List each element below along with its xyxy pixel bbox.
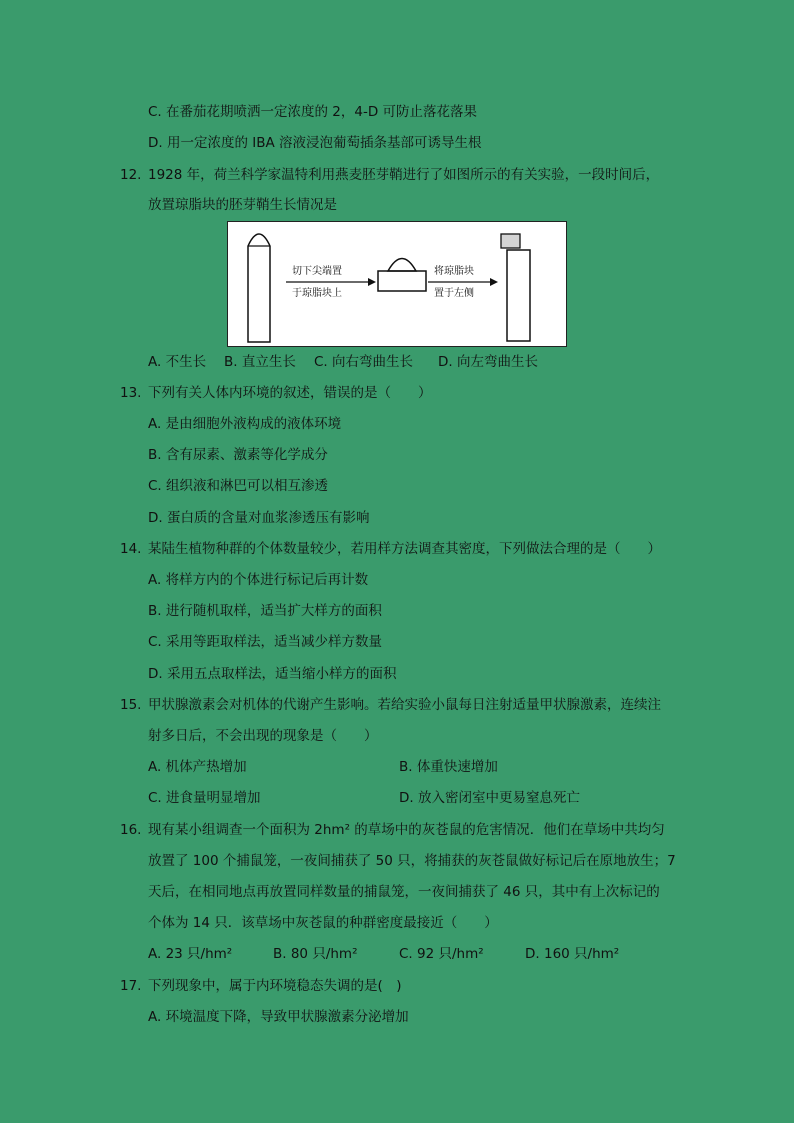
q13-option-a: A. 是由细胞外液构成的液体环境 — [148, 416, 342, 432]
q17-option-a: A. 环境温度下降，导致甲状腺激素分泌增加 — [148, 1009, 409, 1025]
q15-option-d: D. 放入密闭室中更易窒息死亡 — [399, 790, 580, 806]
q15-option-b: B. 体重快速增加 — [399, 759, 498, 775]
q12-option-c: C. 向右弯曲生长 — [314, 354, 414, 370]
agar-block — [378, 271, 426, 291]
figure-label-1b: 于琼脂块上 — [292, 288, 342, 299]
q14-option-d: D. 采用五点取样法，适当缩小样方的面积 — [148, 666, 397, 682]
figure-label-1a: 切下尖端置 — [292, 266, 342, 277]
q16-stem-line4: 个体为 14 只．该草场中灰苍鼠的种群密度最接近（ ） — [148, 915, 498, 931]
q13-number: 13. — [120, 385, 142, 401]
q12-stem-line2: 放置琼脂块的胚芽鞘生长情况是 — [148, 197, 337, 213]
q14-number: 14. — [120, 541, 142, 557]
q17-number: 17. — [120, 978, 142, 994]
q15-option-a: A. 机体产热增加 — [148, 759, 247, 775]
q11-option-d: D. 用一定浓度的 IBA 溶液浸泡葡萄插条基部可诱导生根 — [148, 135, 482, 151]
q15-number: 15. — [120, 697, 142, 713]
q12-options — [148, 353, 538, 371]
intact-coleoptile — [248, 234, 270, 342]
q16-option-d: D. 160 只/hm² — [525, 946, 620, 962]
q12-option-b: B. 直立生长 — [224, 354, 296, 370]
q16-number: 16. — [120, 822, 142, 838]
q16-stem-line3: 天后，在相同地点再放置同样数量的捕鼠笼，一夜间捕获了 46 只，其中有上次标记的 — [148, 884, 660, 900]
q13-stem: 下列有关人体内环境的叙述，错误的是（ ） — [148, 385, 432, 401]
q13-option-d: D. 蛋白质的含量对血浆渗透压有影响 — [148, 510, 370, 526]
q12-option-d: D. 向左弯曲生长 — [438, 354, 538, 370]
coleoptile-tip — [388, 259, 416, 272]
coleoptile-diagram — [228, 222, 566, 346]
q16-stem-line1: 现有某小组调查一个面积为 2hm² 的草场中的灰苍鼠的危害情况．他们在草场中共均匀 — [148, 822, 665, 838]
q14-option-a: A. 将样方内的个体进行标记后再计数 — [148, 572, 369, 588]
q12-number: 12. — [120, 167, 142, 183]
decapitated-coleoptile — [507, 250, 530, 341]
q17-stem: 下列现象中，属于内环境稳态失调的是( ) — [148, 978, 402, 994]
q12-experiment-figure — [227, 221, 567, 347]
q15-option-c: C. 进食量明显增加 — [148, 790, 261, 806]
q14-option-c: C. 采用等距取样法，适当减少样方数量 — [148, 634, 383, 650]
q15-stem-line1: 甲状腺激素会对机体的代谢产生影响。若给实验小鼠每日注射适量甲状腺激素，连续注 — [148, 697, 661, 713]
figure-label-2a: 将琼脂块 — [434, 266, 474, 277]
q16-stem-line2: 放置了 100 个捕鼠笼，一夜间捕获了 50 只，将捕获的灰苍鼠做好标记后在原地放生；7 — [148, 853, 676, 869]
q14-stem: 某陆生植物种群的个体数量较少，若用样方法调查其密度，下列做法合理的是（ ） — [148, 541, 661, 557]
q16-option-a: A. 23 只/hm² — [148, 946, 233, 962]
agar-block-left — [501, 234, 520, 248]
figure-label-2b: 置于左侧 — [434, 288, 474, 299]
q16-option-c: C. 92 只/hm² — [399, 946, 484, 962]
q11-option-c: C. 在番茄花期喷洒一定浓度的 2，4-D 可防止落花落果 — [148, 104, 478, 120]
q15-stem-line2: 射多日后，不会出现的现象是（ ） — [148, 728, 378, 744]
q12-stem-line1: 1928 年，荷兰科学家温特利用燕麦胚芽鞘进行了如图所示的有关实验，一段时间后， — [148, 167, 660, 183]
q16-option-b: B. 80 只/hm² — [273, 946, 358, 962]
q13-option-b: B. 含有尿素、激素等化学成分 — [148, 447, 328, 463]
q13-option-c: C. 组织液和淋巴可以相互渗透 — [148, 478, 329, 494]
q12-option-a: A. 不生长 — [148, 354, 207, 370]
q14-option-b: B. 进行随机取样，适当扩大样方的面积 — [148, 603, 382, 619]
